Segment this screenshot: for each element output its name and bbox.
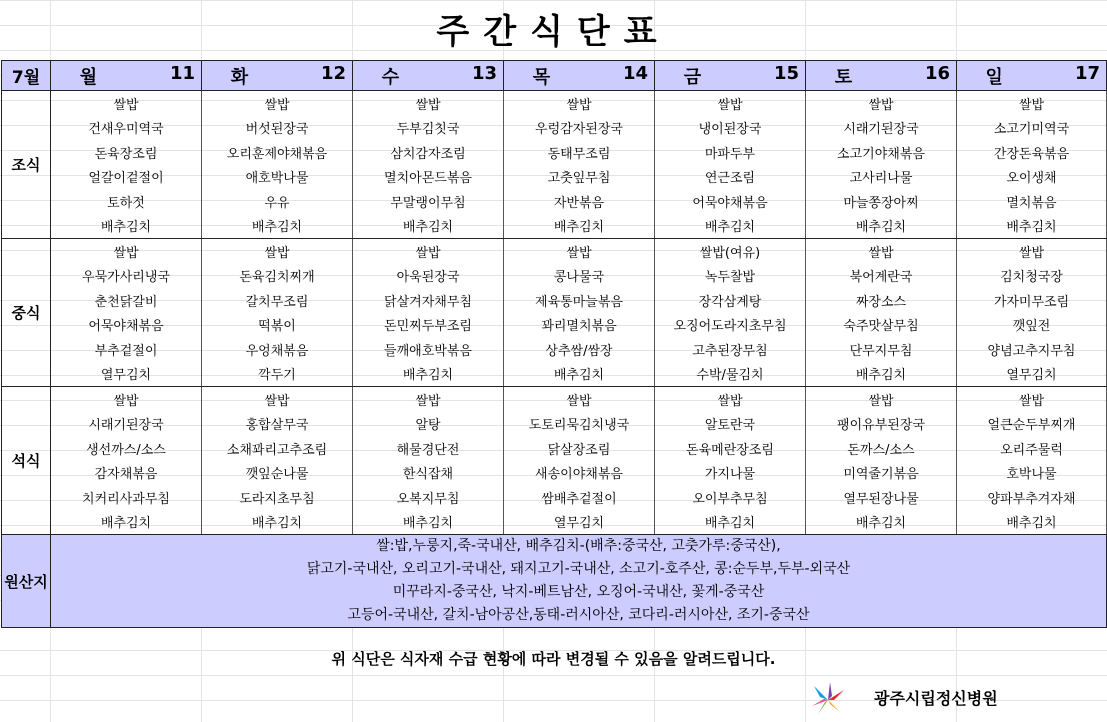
menu-item: 배추김치: [806, 214, 957, 239]
day-date: 12: [320, 62, 346, 84]
menu-item: 떡볶이: [202, 313, 353, 338]
menu-item: 제육통마늘볶음: [504, 288, 655, 313]
meal-row: [2, 140, 1107, 165]
menu-item: 동태무조림: [504, 140, 655, 165]
day-header-row: [2, 61, 1107, 91]
menu-item: 배추김치: [51, 214, 202, 239]
meal-row: [2, 362, 1107, 387]
menu-item: 두부김칫국: [353, 116, 504, 141]
menu-item: 가자미무조림: [957, 288, 1107, 313]
menu-item: 양념고추지무침: [957, 337, 1107, 362]
menu-item: 콩나물국: [504, 264, 655, 289]
day-date: 11: [169, 62, 195, 84]
menu-item: 알탕: [353, 412, 504, 437]
menu-item: 고춧잎무침: [504, 165, 655, 190]
day-date: 16: [924, 62, 950, 84]
menu-item: 배추김치: [353, 510, 504, 535]
menu-item: 열무김치: [51, 362, 202, 387]
menu-item: 생선까스/소스: [51, 436, 202, 461]
menu-item: 쌀밥: [202, 239, 353, 264]
menu-item: 소고기미역국: [957, 116, 1107, 141]
meal-row: [2, 313, 1107, 338]
menu-item: 김치청국장: [957, 264, 1107, 289]
meal-row: [2, 436, 1107, 461]
menu-item: 닭살겨자채무침: [353, 288, 504, 313]
menu-item: 쌀밥: [806, 387, 957, 412]
menu-item: 깻잎순나물: [202, 461, 353, 486]
menu-item: 돈육메란장조림: [655, 436, 806, 461]
meal-row: [2, 485, 1107, 510]
menu-item: 애호박나물: [202, 165, 353, 190]
hospital-name: 광주시립정신병원: [874, 689, 998, 708]
menu-item: 소고기야채볶음: [806, 140, 957, 165]
menu-item: 배추김치: [51, 510, 202, 535]
menu-item: 우렁감자된장국: [504, 116, 655, 141]
page-title: 주간식단표: [436, 12, 671, 52]
menu-item: 배추김치: [806, 362, 957, 387]
menu-item: 시래기된장국: [51, 412, 202, 437]
meal-row: [2, 116, 1107, 141]
menu-item: 쌀밥: [806, 91, 957, 116]
menu-item: 춘천닭갈비: [51, 288, 202, 313]
menu-item: 호박나물: [957, 461, 1107, 486]
day-name: 토: [834, 66, 853, 88]
weekly-menu-table: [1, 60, 1107, 628]
menu-item: 짜장소스: [806, 288, 957, 313]
menu-item: 깍두기: [202, 362, 353, 387]
day-date: 15: [773, 62, 799, 84]
menu-item: 도토리묵김치냉국: [504, 412, 655, 437]
menu-item: 돈육김치찌개: [202, 264, 353, 289]
menu-item: 양파부추겨자채: [957, 485, 1107, 510]
menu-item: 홍합살무국: [202, 412, 353, 437]
menu-item: 쌀밥: [655, 387, 806, 412]
origin-row: [2, 535, 1107, 628]
month-label: 7월: [2, 61, 51, 91]
menu-item: 들깨애호박볶음: [353, 337, 504, 362]
menu-item: 아욱된장국: [353, 264, 504, 289]
menu-item: 오리주물럭: [957, 436, 1107, 461]
day-date: 14: [622, 62, 648, 84]
menu-item: 시래기된장국: [806, 116, 957, 141]
menu-item: 냉이된장국: [655, 116, 806, 141]
menu-item: 열무김치: [504, 510, 655, 535]
menu-item: 열무된장나물: [806, 485, 957, 510]
menu-item: 녹두찰밥: [655, 264, 806, 289]
day-name: 월: [79, 66, 98, 88]
menu-item: 상추쌈/쌈장: [504, 337, 655, 362]
menu-item: 돈까스/소스: [806, 436, 957, 461]
notice-text: 위 식단은 식자재 수급 현황에 따라 변경될 수 있음을 알려드립니다.: [331, 650, 776, 668]
menu-item: 열무김치: [957, 362, 1107, 387]
menu-item: 연근조림: [655, 165, 806, 190]
meal-row: [2, 337, 1107, 362]
meal-label: 중식: [2, 239, 51, 387]
meal-label: 조식: [2, 91, 51, 239]
menu-item: 간장돈육볶음: [957, 140, 1107, 165]
origin-label: 원산지: [2, 535, 51, 628]
menu-item: 배추김치: [655, 214, 806, 239]
menu-item: 배추김치: [504, 214, 655, 239]
menu-item: 고사리나물: [806, 165, 957, 190]
menu-item: 해물경단전: [353, 436, 504, 461]
menu-item: 오징어도라지초무침: [655, 313, 806, 338]
menu-item: 쌀밥: [202, 387, 353, 412]
day-name: 목: [532, 66, 551, 88]
menu-item: 버섯된장국: [202, 116, 353, 141]
menu-item: 마늘쫑장아찌: [806, 189, 957, 214]
menu-item: 수박/물김치: [655, 362, 806, 387]
menu-item: 얼큰순두부찌개: [957, 412, 1107, 437]
day-name: 금: [683, 66, 702, 88]
menu-item: 쌀밥: [957, 91, 1107, 116]
menu-item: 쌀밥: [957, 387, 1107, 412]
menu-item: 도라지초무침: [202, 485, 353, 510]
day-header-wed: [353, 61, 504, 91]
menu-item: 숙주맛살무침: [806, 313, 957, 338]
menu-item: 장각삼계탕: [655, 288, 806, 313]
day-name: 화: [230, 66, 249, 88]
day-date: 17: [1074, 62, 1100, 84]
menu-item: 무말랭이무침: [353, 189, 504, 214]
menu-item: 쌀밥: [957, 239, 1107, 264]
menu-item: 쌀밥: [504, 239, 655, 264]
meal-row: [2, 165, 1107, 190]
menu-item: 오이생채: [957, 165, 1107, 190]
menu-item: 마파두부: [655, 140, 806, 165]
menu-item: 치커리사과무침: [51, 485, 202, 510]
day-date: 13: [471, 62, 497, 84]
meal-row: [2, 461, 1107, 486]
menu-item: 쌀밥: [51, 387, 202, 412]
menu-item: 얼갈이겉절이: [51, 165, 202, 190]
menu-item: 토하젓: [51, 189, 202, 214]
menu-item: 우묵가사리냉국: [51, 264, 202, 289]
menu-item: 배추김치: [957, 214, 1107, 239]
meal-row: [2, 189, 1107, 214]
menu-item: 꽈리멸치볶음: [504, 313, 655, 338]
menu-item: 어묵야채볶음: [655, 189, 806, 214]
meal-row: [2, 387, 1107, 412]
menu-item: 우유: [202, 189, 353, 214]
day-header-thu: [504, 61, 655, 91]
origin-line: 미꾸라지-중국산, 낙지-베트남산, 오징어-국내산, 꽃게-중국산: [392, 584, 765, 600]
day-header-sat: [806, 61, 957, 91]
menu-item: 쌈배추겉절이: [504, 485, 655, 510]
menu-item: 건새우미역국: [51, 116, 202, 141]
meal-row: [2, 510, 1107, 535]
menu-item: 닭살장조림: [504, 436, 655, 461]
menu-item: 멸치아몬드볶음: [353, 165, 504, 190]
day-name: 수: [381, 66, 400, 88]
menu-item: 우엉채볶음: [202, 337, 353, 362]
menu-item: 쌀밥: [51, 91, 202, 116]
menu-item: 쌀밥: [806, 239, 957, 264]
menu-item: 쌀밥: [504, 387, 655, 412]
menu-item: 깻잎전: [957, 313, 1107, 338]
menu-item: 쌀밥: [504, 91, 655, 116]
menu-item: 돈육장조림: [51, 140, 202, 165]
menu-item: 쌀밥: [353, 387, 504, 412]
meal-row: [2, 239, 1107, 264]
menu-item: 삼치감자조림: [353, 140, 504, 165]
origin-line: 고등어-국내산, 갈치-남아공산,동태-러시아산, 코다리-러시아산, 조기-중국산: [347, 607, 810, 623]
menu-item: 북어계란국: [806, 264, 957, 289]
menu-item: 쌀밥(여유): [655, 239, 806, 264]
menu-item: 오리훈제야채볶음: [202, 140, 353, 165]
menu-item: 배추김치: [957, 510, 1107, 535]
menu-item: 부추겉절이: [51, 337, 202, 362]
day-header-sun: [957, 61, 1107, 91]
menu-item: 쌀밥: [51, 239, 202, 264]
menu-item: 알토란국: [655, 412, 806, 437]
day-header-fri: [655, 61, 806, 91]
menu-item: 한식잡채: [353, 461, 504, 486]
menu-item: 쌀밥: [353, 91, 504, 116]
menu-item: 배추김치: [202, 510, 353, 535]
menu-body: [2, 91, 1107, 628]
menu-item: 소채꽈리고추조림: [202, 436, 353, 461]
day-header-mon: [51, 61, 202, 91]
origin-line: 쌀:밥,누룽지,죽-국내산, 배추김치-(배추:중국산, 고춧가루:중국산),: [376, 538, 781, 554]
day-name: 일: [985, 66, 1003, 88]
menu-item: 자반볶음: [504, 189, 655, 214]
meal-row: [2, 288, 1107, 313]
menu-item: 배추김치: [655, 510, 806, 535]
menu-item: 미역줄기볶음: [806, 461, 957, 486]
hospital-logo-icon: [810, 680, 846, 716]
menu-item: 쌀밥: [655, 91, 806, 116]
meal-row: [2, 412, 1107, 437]
menu-item: 쌀밥: [202, 91, 353, 116]
meal-row: [2, 214, 1107, 239]
origin-line: 닭고기-국내산, 오리고기-국내산, 돼지고기-국내산, 소고기-호주산, 콩:순두부,두부-외국산: [306, 561, 851, 577]
menu-item: 돈민찌두부조림: [353, 313, 504, 338]
menu-item: 배추김치: [353, 362, 504, 387]
menu-item: 어묵야채볶음: [51, 313, 202, 338]
meal-row: [2, 264, 1107, 289]
menu-item: 고추된장무침: [655, 337, 806, 362]
menu-item: 가지나물: [655, 461, 806, 486]
menu-item: 오이부추무침: [655, 485, 806, 510]
menu-item: 쌀밥: [353, 239, 504, 264]
menu-item: 갈치무조림: [202, 288, 353, 313]
menu-item: 배추김치: [353, 214, 504, 239]
menu-item: 감자채볶음: [51, 461, 202, 486]
origin-text: [51, 535, 1107, 628]
menu-item: 오복지무침: [353, 485, 504, 510]
menu-item: 새송이야채볶음: [504, 461, 655, 486]
meal-label: 석식: [2, 387, 51, 535]
meal-row: [2, 91, 1107, 116]
menu-item: 팽이유부된장국: [806, 412, 957, 437]
day-header-tue: [202, 61, 353, 91]
menu-item: 배추김치: [504, 362, 655, 387]
menu-item: 배추김치: [202, 214, 353, 239]
menu-item: 단무지무침: [806, 337, 957, 362]
menu-item: 배추김치: [806, 510, 957, 535]
menu-item: 멸치볶음: [957, 189, 1107, 214]
